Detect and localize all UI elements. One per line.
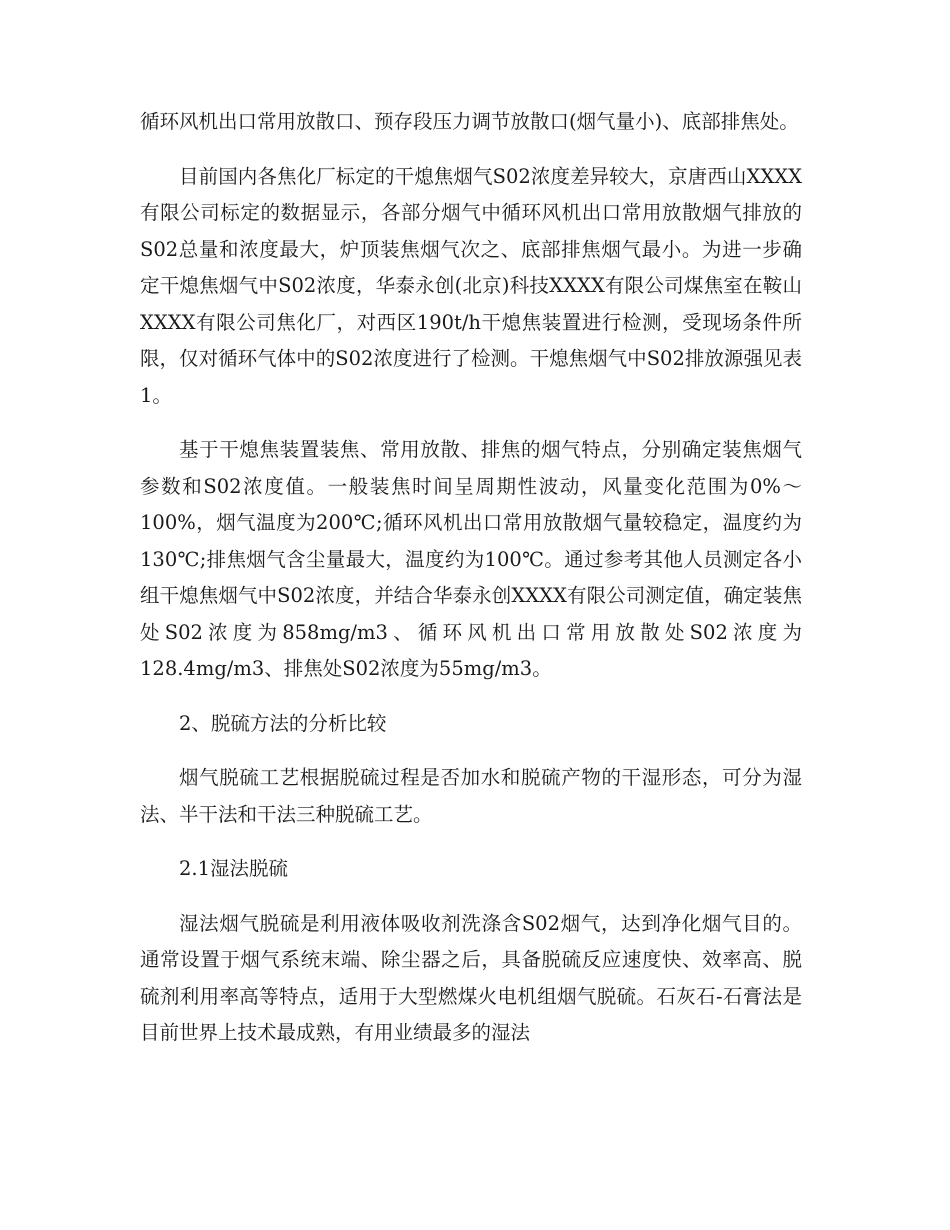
paragraph-continuation: 循环风机出口常用放散口、预存段压力调节放散口(烟气量小)、底部排焦处。 xyxy=(140,110,799,133)
paragraph-so2-concentration-survey: 目前国内各焦化厂标定的干熄焦烟气S02浓度差异较大，京唐西山XXXX有限公司标定的数据显示，各部分烟气中循环风机出口常用放散烟气排放的S02总量和浓度最大，炉顶装焦烟气次之、底部排焦烟气最小。为进一步确定干熄焦烟气中S02浓度，华泰永创(北京)科技XXXX有限公司煤焦室在鞍山XXXX有限公司焦化厂，对西区190t/h干熄焦装置进行检测，受现场条件所限，仅对循环气体中的S02浓度进行了检测。干熄焦烟气中S02排放源强见表1。 xyxy=(140,164,802,407)
document-body xyxy=(140,104,802,1070)
section-heading-desulfurization-comparison: 2、脱硫方法的分析比较 xyxy=(179,711,387,735)
paragraph-desulfurization-types: 烟气脱硫工艺根据脱硫过程是否加水和脱硫产物的干湿形态，可分为湿法、半干法和干法三种脱硫工艺。 xyxy=(140,766,802,826)
paragraph-wet-desulfurization: 湿法烟气脱硫是利用液体吸收剂洗涤含S02烟气，达到净化烟气目的。通常设置于烟气系统末端、除尘器之后，具备脱硫反应速度快、效率高、脱硫剂利用率高等特点，适用于大型燃煤火电机组烟气脱硫。石灰石-石膏法是目前世界上技术最成熟，有用业绩最多的湿法 xyxy=(140,911,802,1044)
paragraph-flue-gas-parameters: 基于干熄焦装置装焦、常用放散、排焦的烟气特点，分别确定装焦烟气参数和S02浓度值。一般装焦时间呈周期性波动，风量变化范围为0%～100%，烟气温度为200℃;循环风机出口常用放散烟气量较稳定，温度约为130℃;排焦烟气含尘量最大，温度约为100℃。通过参考其他人员测定各小组干熄焦烟气中S02浓度，并结合华泰永创XXXX有限公司测定值，确定装焦处S02浓度为858mg/m3、循环风机出口常用放散处S02浓度为128.4mg/m3、排焦处S02浓度为55mg/m3。 xyxy=(140,438,802,680)
subsection-heading-wet-desulfurization: 2.1湿法脱硫 xyxy=(179,857,289,880)
